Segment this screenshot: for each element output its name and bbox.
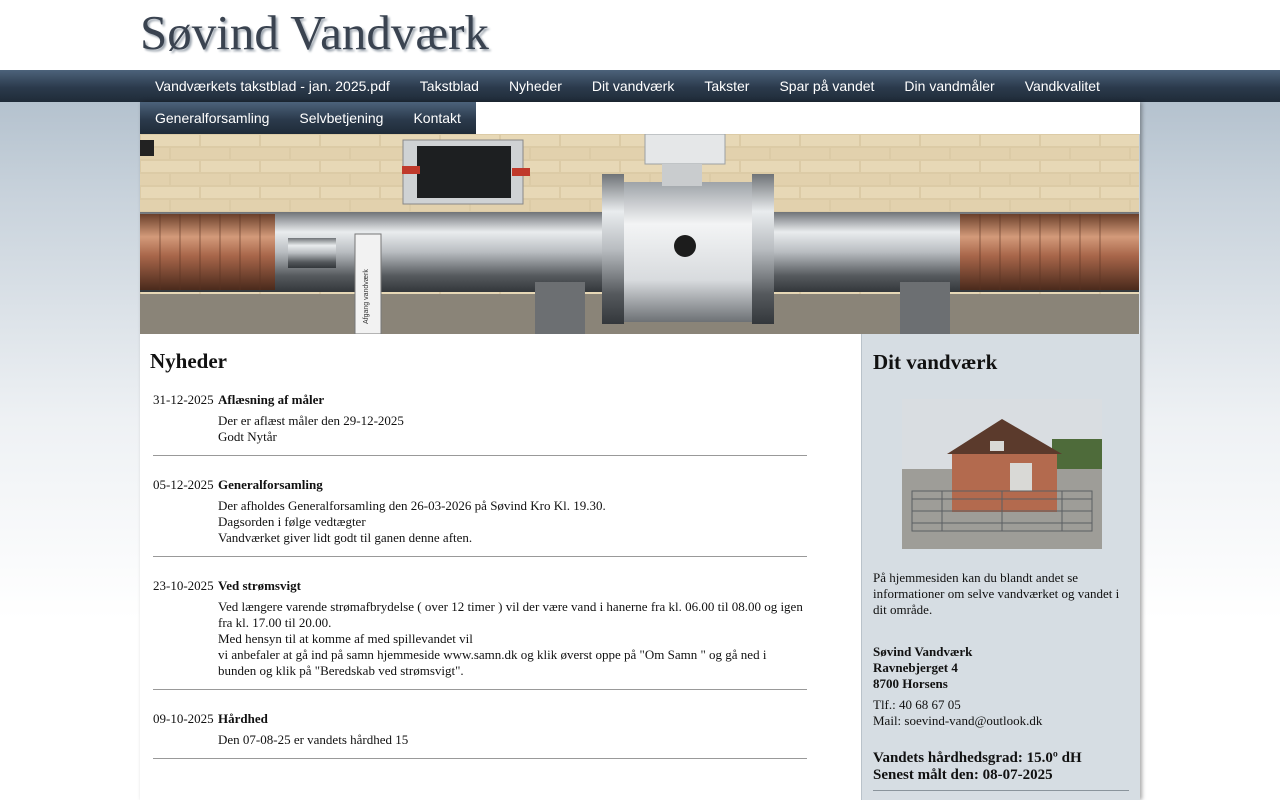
address-block xyxy=(873,644,972,692)
contact-block xyxy=(873,697,1042,729)
nav-item-nyheder[interactable]: Nyheder xyxy=(508,78,562,94)
news-date: 31-12-2025 xyxy=(153,392,214,407)
main-nav-row-2 xyxy=(140,102,476,134)
nav-item-vandkvalitet[interactable]: Vandkvalitet xyxy=(1024,78,1100,94)
building-illustration xyxy=(902,399,1102,549)
nav-item-takster[interactable]: Takster xyxy=(704,78,750,94)
banner-tag-text: Afgang vandværk xyxy=(363,269,370,324)
waterworks-building-photo xyxy=(902,399,1102,549)
news-line: Den 07-08-25 er vandets hårdhed 15 xyxy=(218,732,409,747)
address-name: Søvind Vandværk xyxy=(873,644,973,659)
nav-item-takstblad[interactable]: Takstblad xyxy=(419,78,479,94)
nav-item-spar-paa-vandet[interactable]: Spar på vandet xyxy=(779,78,875,94)
news-list xyxy=(153,392,807,780)
contact-phone: Tlf.: 40 68 67 05 xyxy=(873,697,961,712)
news-body xyxy=(218,732,807,748)
news-line: Der afholdes Generalforsamling den 26-03-2026 på Søvind Kro Kl. 19.30. xyxy=(218,498,606,513)
nav-item-takstblad-pdf[interactable]: Vandværkets takstblad - jan. 2025.pdf xyxy=(155,78,390,94)
news-line: Dagsorden i følge vedtægter xyxy=(218,514,366,529)
news-title[interactable]: Hårdhed xyxy=(218,711,268,726)
address-city: 8700 Horsens xyxy=(873,676,948,691)
nav-item-generalforsamling[interactable]: Generalforsamling xyxy=(155,110,270,126)
contact-mail[interactable]: Mail: soevind-vand@outlook.dk xyxy=(873,713,1043,728)
news-item xyxy=(153,392,807,456)
hardness-block xyxy=(873,750,1082,784)
news-item xyxy=(153,477,807,557)
news-title[interactable]: Generalforsamling xyxy=(218,477,323,492)
news-line: vi anbefaler at gå ind på samn hjemmeside www.samn.dk og klik øverst oppe på "Om Samn " og gå ned i bunden og klik på "Beredskab ved strømsvigt". xyxy=(218,647,767,678)
news-title[interactable]: Aflæsning af måler xyxy=(218,392,325,407)
news-line: Med hensyn til at komme af med spillevandet vil xyxy=(218,631,473,646)
news-line: Der er aflæst måler den 29-12-2025 xyxy=(218,413,404,428)
site-header xyxy=(0,0,1280,70)
nav-item-dit-vandvaerk[interactable]: Dit vandværk xyxy=(591,78,675,94)
news-line: Godt Nytår xyxy=(218,429,277,444)
news-body xyxy=(218,413,807,445)
pipe-installation-illustration xyxy=(140,134,1139,334)
nav-item-kontakt[interactable]: Kontakt xyxy=(413,110,461,126)
sidebar-heading: Dit vandværk xyxy=(873,350,998,374)
nav-spacer xyxy=(476,102,1140,134)
address-street: Ravnebjerget 4 xyxy=(873,660,958,675)
sidebar-divider xyxy=(873,790,1129,791)
news-body xyxy=(218,599,807,679)
news-heading: Nyheder xyxy=(150,349,227,373)
banner-image xyxy=(140,134,1139,334)
nav-item-din-vandmaaler[interactable]: Din vandmåler xyxy=(904,78,995,94)
site-title[interactable]: Søvind Vandværk xyxy=(140,5,489,60)
hardness-value: Vandets hårdhedsgrad: 15.0º dH xyxy=(873,750,1082,766)
sidebar xyxy=(861,334,1140,800)
main-nav-row-1 xyxy=(140,70,1115,102)
news-title[interactable]: Ved strømsvigt xyxy=(218,578,301,593)
hardness-measured-date: Senest målt den: 08-07-2025 xyxy=(873,767,1053,783)
news-item xyxy=(153,578,807,690)
news-section xyxy=(140,334,861,800)
news-date: 05-12-2025 xyxy=(153,477,214,492)
sidebar-description: På hjemmesiden kan du blandt andet se informationer om selve vandværket og vandet i dit område. xyxy=(873,570,1120,617)
news-item xyxy=(153,711,807,759)
nav-item-selvbetjening[interactable]: Selvbetjening xyxy=(299,110,384,126)
news-body xyxy=(218,498,807,546)
news-line: Vandværket giver lidt godt til ganen denne aften. xyxy=(218,530,473,545)
news-line: Ved længere varende strømafbrydelse ( over 12 timer ) vil der være vand i hanerne fra kl. 06.00 til 08.00 og igen fra kl. 17.00 til 20.00. xyxy=(218,599,803,630)
news-date: 09-10-2025 xyxy=(153,711,214,726)
news-date: 23-10-2025 xyxy=(153,578,214,593)
